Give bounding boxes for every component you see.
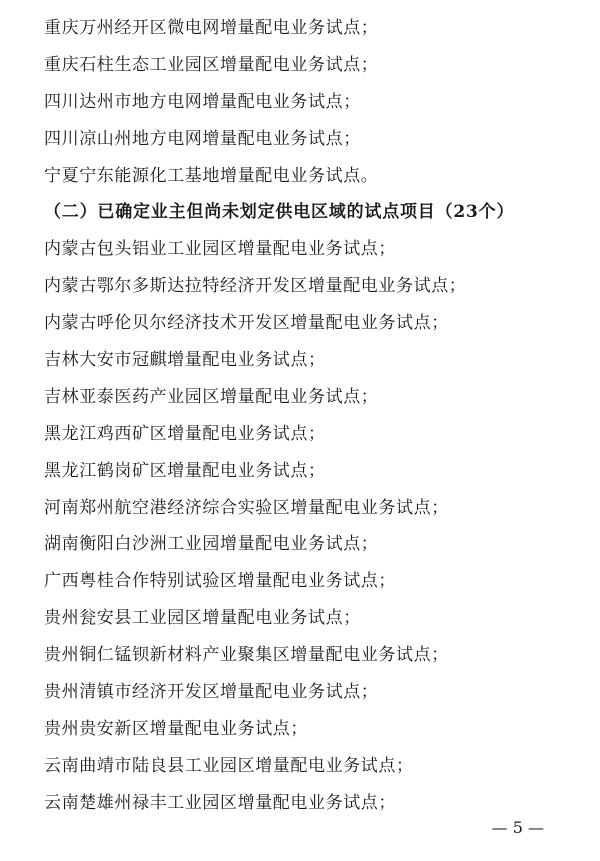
list-item: 云南楚雄州禄丰工业园区增量配电业务试点； bbox=[44, 792, 396, 813]
list-item: 贵州瓮安县工业园区增量配电业务试点； bbox=[44, 608, 361, 629]
list-item: 重庆万州经开区微电网增量配电业务试点； bbox=[44, 18, 379, 38]
list-item: 吉林大安市冠麒增量配电业务试点； bbox=[44, 350, 326, 371]
list-item: 四川凉山州地方电网增量配电业务试点； bbox=[44, 128, 361, 149]
list-item: 内蒙古鄂尔多斯达拉特经济开发区增量配电业务试点； bbox=[44, 276, 467, 297]
list-item: 湖南衡阳白沙洲工业园增量配电业务试点； bbox=[44, 534, 379, 555]
list-item: 重庆石柱生态工业园区增量配电业务试点； bbox=[44, 54, 379, 75]
list-item: 内蒙古包头铝业工业园区增量配电业务试点； bbox=[44, 239, 396, 260]
list-item: 吉林亚泰医药产业园区增量配电业务试点； bbox=[44, 386, 379, 407]
list-item: 黑龙江鸡西矿区增量配电业务试点； bbox=[44, 423, 326, 444]
list-item: 内蒙古呼伦贝尔经济技术开发区增量配电业务试点； bbox=[44, 313, 449, 334]
text-body bbox=[44, 10, 584, 822]
list-item: 四川达州市地方电网增量配电业务试点； bbox=[44, 91, 361, 112]
section-heading: （二）已确定业主但尚未划定供电区域的试点项目（23个） bbox=[44, 202, 515, 223]
list-item: 云南曲靖市陆良县工业园区增量配电业务试点； bbox=[44, 755, 414, 776]
list-item: 河南郑州航空港经济综合实验区增量配电业务试点； bbox=[44, 497, 449, 518]
list-item: 贵州贵安新区增量配电业务试点； bbox=[44, 718, 308, 739]
list-item: 贵州铜仁锰钡新材料产业聚集区增量配电业务试点； bbox=[44, 645, 449, 666]
page-number: — 5 — bbox=[491, 818, 544, 837]
list-item: 广西粤桂合作特别试验区增量配电业务试点； bbox=[44, 571, 396, 592]
list-item: 贵州清镇市经济开发区增量配电业务试点； bbox=[44, 682, 379, 703]
list-item: 宁夏宁东能源化工基地增量配电业务试点。 bbox=[44, 165, 379, 186]
list-item: 黑龙江鹤岗矿区增量配电业务试点； bbox=[44, 460, 326, 481]
